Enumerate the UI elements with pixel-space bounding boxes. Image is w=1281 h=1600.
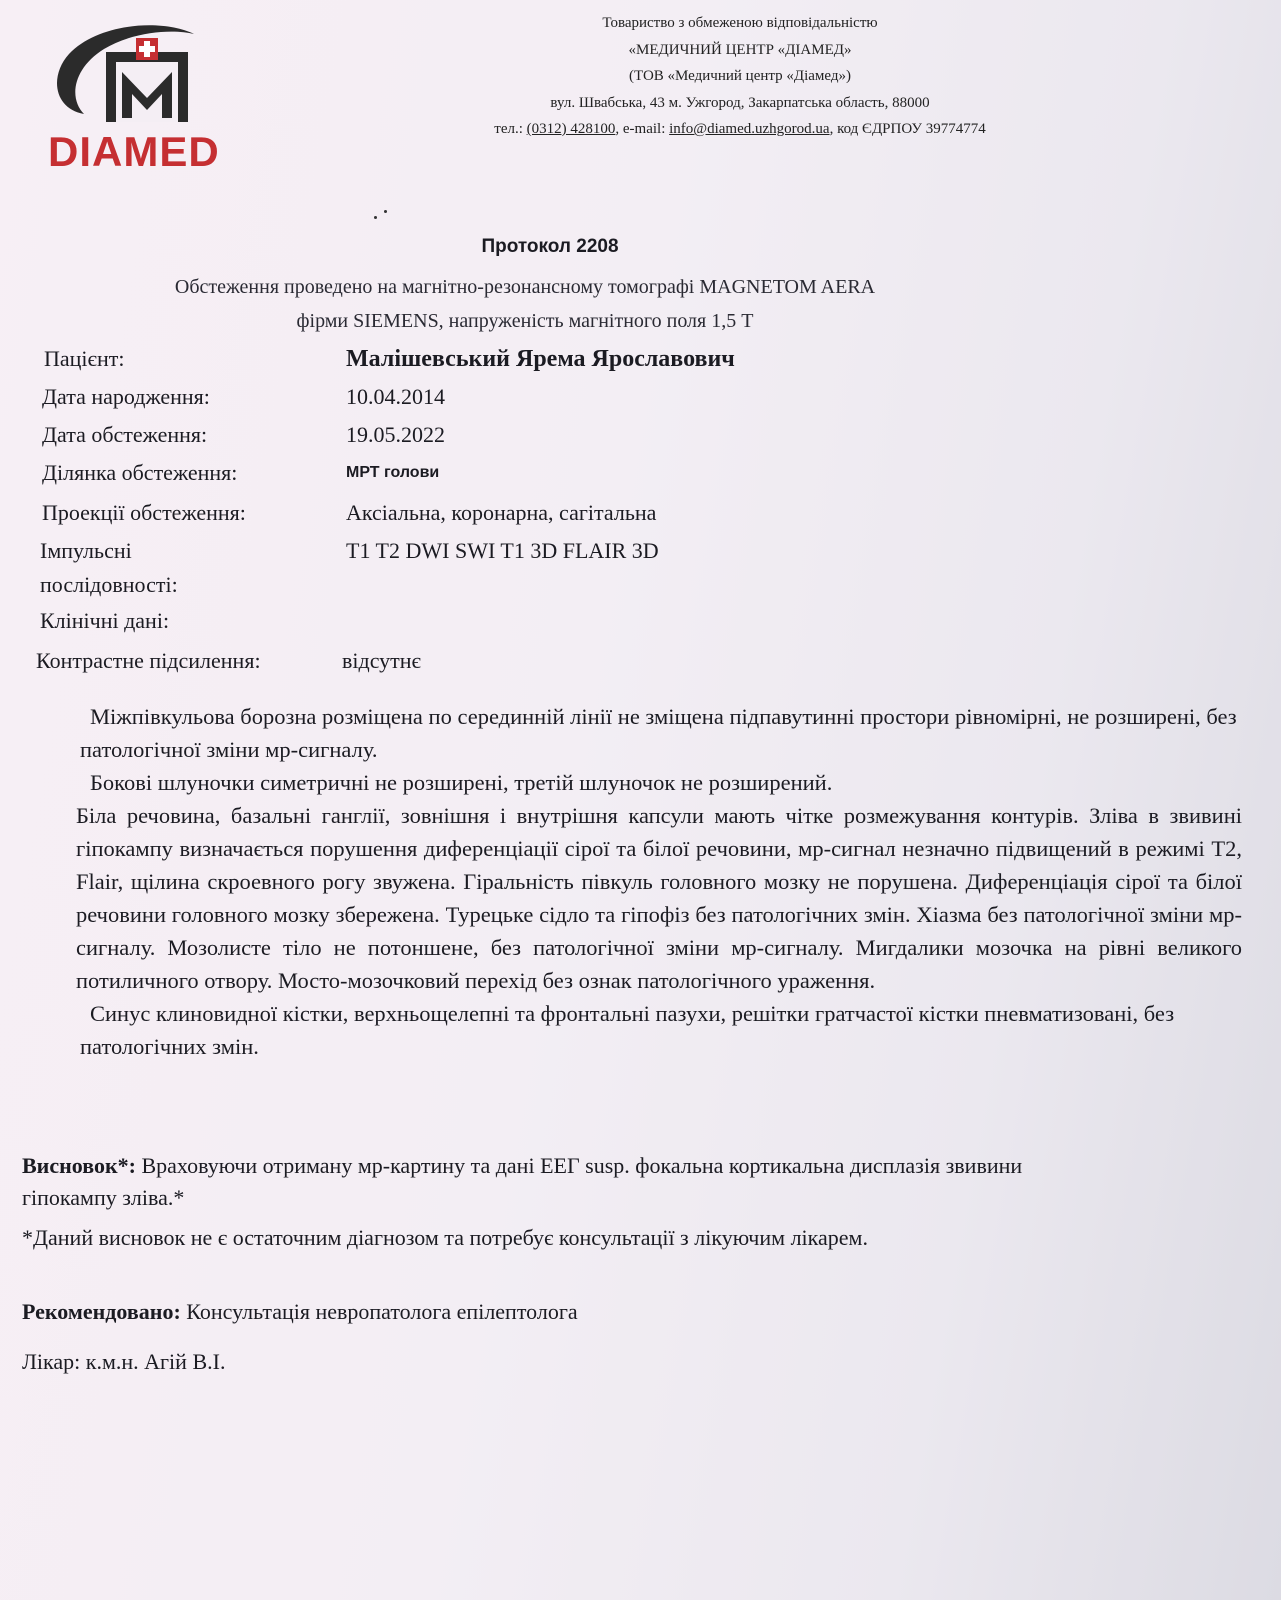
conclusion-block <box>22 1150 1072 1214</box>
projections-label: Проекції обстеження: <box>42 500 246 525</box>
region-value: МРТ голови <box>346 464 440 481</box>
conclusion-note: *Даний висновок не є остаточним діагнозом та потребує консультації з лікуючим лікарем. <box>22 1225 868 1250</box>
edrpou-code: , код ЄДРПОУ 39774774 <box>829 121 986 137</box>
protocol-subtitle-line-1: Обстеження проведено на магнітно-резонансному томографі MAGNETOM AERA <box>174 276 876 298</box>
region-label: Ділянка обстеження: <box>42 460 238 485</box>
company-line-1: Товариство з обмеженою відповідальністю <box>602 15 878 31</box>
phone-link[interactable]: (0312) 428100 <box>526 121 616 137</box>
description-paragraph: Біла речовина, базальні ганглії, зовнішня і внутрішня капсули мають чітке розмежування контурів. Зліва в звивині гіпокампу визначається порушення диференціації сірої та білої речовини, мр-сигнал незначно підвищений в режимі Т2, Flair, щілина скроевного рогу звужена. Гіральність півкуль головного мозку не порушена. Диференціація сірої та білої речовини головного мозку збережена. Турецьке сідло та гіпофіз без патологічних змін. Хіазма без патологічної зміни мр-сигналу. Мозолисте тіло не потоншене, без патологічної зміни мр-сигналу. Мигдалики мозочка на рівні великого потиличного отвору. Мосто-мозочковий перехід без ознак патологічного ураження. <box>76 803 1242 993</box>
company-contacts <box>420 116 1060 143</box>
description-paragraph: Бокові шлуночки симетричні не розширені, третій шлуночок не розширений. <box>90 770 833 795</box>
recommendation-block <box>22 1296 1072 1328</box>
projections-value: Аксіальна, коронарна, сагітальна <box>346 500 657 525</box>
protocol-title: Протокол 2208 <box>481 236 619 257</box>
clinical-label: Клінічні дані: <box>40 608 170 633</box>
company-header <box>420 10 1060 143</box>
company-address: вул. Швабська, 43 м. Ужгород, Закарпатська область, 88000 <box>550 94 930 111</box>
doctor-name: к.м.н. Агій В.І. <box>85 1349 226 1374</box>
recommendation-text: Консультація невропатолога епілептолога <box>186 1299 578 1324</box>
contrast-label: Контрастне підсилення: <box>36 648 261 673</box>
birth-date-label: Дата народження: <box>42 384 210 409</box>
description-block <box>76 700 1242 1063</box>
description-paragraph: Міжпівкульова борозна розміщена по серединній лінії не зміщена підпавутинні простори рівномірні, не розширені, без патологічної зміни мр-сигналу. <box>80 704 1237 762</box>
phone-prefix: тел.: <box>494 121 523 137</box>
birth-date-value: 10.04.2014 <box>346 384 445 409</box>
email-prefix: , e-mail: <box>615 121 666 137</box>
pulse-value: T1 T2 DWI SWI T1 3D FLAIR 3D <box>346 538 659 563</box>
pulse-label-line-2: послідовності: <box>40 572 178 597</box>
diamed-emblem-icon <box>44 14 224 134</box>
doctor-block <box>22 1346 1072 1378</box>
scan-speck <box>374 216 377 219</box>
logo-wordmark: DIAMED <box>48 128 220 175</box>
patient-value: Малішевський Ярема Ярославович <box>346 346 735 372</box>
email-link[interactable]: info@diamed.uzhgorod.ua <box>669 121 830 137</box>
company-line-3: (ТОВ «Медичний центр «Діамед») <box>628 68 852 84</box>
protocol-subtitle-line-2: фірми SIEMENS, напруженість магнітного поля 1,5 Т <box>296 310 754 332</box>
conclusion-label: Висновок*: <box>22 1153 136 1178</box>
protocol-subtitle <box>40 270 1010 338</box>
pulse-label-line-1: Імпульсні <box>40 538 132 563</box>
exam-date-value: 19.05.2022 <box>346 422 445 447</box>
conclusion-text: Враховуючи отриману мр-картину та дані ЕЕГ susp. фокальна кортикальна дисплазія звивини гіпокампу зліва.* <box>22 1153 1023 1210</box>
description-paragraph: Синус клиновидної кістки, верхньощелепні та фронтальні пазухи, решітки гратчастої кістки пневматизовані, без патологічних змін. <box>80 1001 1175 1059</box>
exam-date-label: Дата обстеження: <box>42 422 208 447</box>
pulse-label <box>40 534 330 602</box>
company-line-2: «МЕДИЧНИЙ ЦЕНТР «ДІАМЕД» <box>628 41 852 58</box>
doctor-label: Лікар: <box>22 1349 81 1374</box>
scan-speck <box>384 210 387 213</box>
recommendation-label: Рекомендовано: <box>22 1299 181 1324</box>
diamed-logo <box>44 14 224 179</box>
patient-label: Пацієнт: <box>44 346 125 371</box>
contrast-value: відсутнє <box>342 648 421 673</box>
